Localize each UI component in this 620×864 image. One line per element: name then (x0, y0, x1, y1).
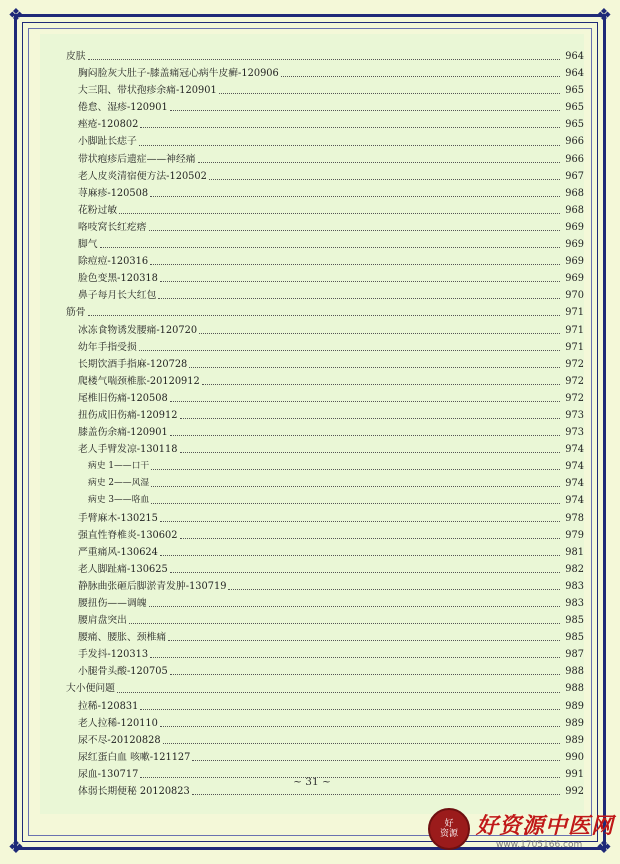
toc-leader-dots (170, 401, 561, 402)
toc-entry-label: 腰扭伤——调魄 (66, 595, 149, 612)
toc-entry[interactable] (66, 287, 584, 304)
toc-entry-page: 982 (565, 563, 584, 575)
toc-leader-dots (150, 657, 560, 658)
toc-entry[interactable] (66, 595, 584, 612)
toc-entry[interactable] (66, 663, 584, 680)
toc-entry-label: 腰痛、腰胀、颈椎痛 (66, 629, 168, 646)
toc-entry-label: 爬楼气喘颈椎胀-20120912 (66, 373, 202, 390)
toc-entry-page: 974 (565, 478, 584, 490)
toc-entry-label: 强直性脊椎炎-130602 (66, 527, 180, 544)
toc-entry[interactable] (66, 578, 584, 595)
toc-entry-label: 尾椎旧伤痛-120508 (66, 390, 170, 407)
toc-leader-dots (149, 230, 561, 231)
toc-entry-page: 989 (565, 734, 584, 746)
toc-entry-page: 964 (565, 68, 584, 80)
toc-entry-label: 膝盖伤余痛-120901 (66, 424, 170, 441)
toc-entry[interactable] (66, 629, 584, 646)
toc-entry[interactable] (66, 65, 584, 82)
toc-leader-dots (170, 110, 561, 111)
toc-entry-label: 手发抖-120313 (66, 646, 150, 663)
toc-entry-page: 972 (565, 375, 584, 387)
toc-leader-dots (151, 469, 560, 470)
toc-entry-label: 咯吱窝长红疙瘩 (66, 219, 149, 236)
toc-entry-label: 筋骨 (66, 304, 88, 321)
toc-entry[interactable] (66, 732, 584, 749)
toc-entry-label: 花粉过敏 (66, 202, 119, 219)
toc-entry[interactable] (66, 253, 584, 270)
toc-entry[interactable] (66, 715, 584, 732)
toc-entry-label: 拉稀-120831 (66, 698, 140, 715)
toc-entry-page: 966 (565, 136, 584, 148)
toc-entry-page: 965 (565, 85, 584, 97)
toc-section-entry[interactable] (66, 48, 584, 65)
toc-leader-dots (170, 674, 561, 675)
toc-entry-label: 胸闷脸灰大肚子-膝盖痛冠心病牛皮癣-120906 (66, 65, 281, 82)
toc-entry-label: 带状疱疹后遗症——神经痛 (66, 151, 198, 168)
toc-section-entry[interactable] (66, 304, 584, 321)
toc-entry-label: 老人皮炎清宿便方法-120502 (66, 168, 209, 185)
table-of-contents (66, 48, 584, 800)
toc-entry[interactable] (66, 339, 584, 356)
toc-entry-page: 974 (565, 461, 584, 473)
toc-entry[interactable] (66, 458, 584, 475)
toc-entry[interactable] (66, 544, 584, 561)
toc-entry-page: 972 (565, 358, 584, 370)
toc-leader-dots (139, 350, 561, 351)
toc-entry[interactable] (66, 236, 584, 253)
toc-leader-dots (140, 709, 560, 710)
toc-entry-label: 倦怠、湿疹-120901 (66, 99, 170, 116)
toc-entry[interactable] (66, 99, 584, 116)
toc-leader-dots (160, 555, 560, 556)
toc-entry-label: 鼻子每月长大红包 (66, 287, 158, 304)
toc-entry-page: 990 (565, 751, 584, 763)
toc-leader-dots (192, 760, 560, 761)
toc-entry-label: 老人脚趾痛-130625 (66, 561, 170, 578)
toc-entry-label: 病史 1——口干 (66, 458, 151, 475)
toc-entry[interactable] (66, 322, 584, 339)
toc-entry-label: 体弱长期便秘 20120823 (66, 783, 192, 800)
toc-leader-dots (88, 59, 561, 60)
toc-entry[interactable] (66, 151, 584, 168)
toc-section-entry[interactable] (66, 680, 584, 697)
toc-entry-label: 老人拉稀-120110 (66, 715, 160, 732)
toc-entry[interactable] (66, 475, 584, 492)
toc-leader-dots (158, 298, 560, 299)
toc-entry[interactable] (66, 356, 584, 373)
toc-leader-dots (180, 418, 561, 419)
toc-entry-page: 973 (565, 409, 584, 421)
toc-entry-page: 987 (565, 649, 584, 661)
corner-ornament-icon: ❖ (595, 837, 613, 858)
toc-entry-page: 968 (565, 187, 584, 199)
toc-entry[interactable] (66, 527, 584, 544)
toc-entry[interactable] (66, 202, 584, 219)
toc-entry-label: 大小便问题 (66, 680, 117, 697)
toc-entry[interactable] (66, 185, 584, 202)
watermark-title: 好资源中医网 (476, 813, 615, 839)
corner-ornament-icon: ❖ (7, 837, 25, 858)
toc-leader-dots (189, 367, 560, 368)
watermark-seal-icon: 好 资源 (428, 808, 470, 850)
toc-entry-page: 974 (565, 444, 584, 456)
toc-entry-label: 尿不尽-20120828 (66, 732, 163, 749)
toc-entry-page: 968 (565, 204, 584, 216)
toc-entry-label: 冰冻食物诱发腰痛-120720 (66, 322, 199, 339)
watermark-url: www.1705166.com (496, 839, 583, 850)
toc-leader-dots (168, 640, 560, 641)
toc-leader-dots (180, 538, 561, 539)
toc-entry-page: 971 (565, 324, 584, 336)
toc-entry-page: 964 (565, 51, 584, 62)
toc-leader-dots (163, 743, 561, 744)
toc-entry-page: 988 (565, 666, 584, 678)
toc-entry-page: 983 (565, 580, 584, 592)
toc-entry-page: 967 (565, 170, 584, 182)
toc-leader-dots (151, 503, 560, 504)
toc-entry-label: 脸色变黑-120318 (66, 270, 160, 287)
toc-entry[interactable] (66, 561, 584, 578)
toc-entry-page: 965 (565, 102, 584, 114)
toc-entry-page: 992 (565, 786, 584, 798)
corner-ornament-icon: ❖ (595, 5, 613, 26)
corner-ornament-icon: ❖ (7, 5, 25, 26)
toc-entry[interactable] (66, 270, 584, 287)
toc-entry-label: 幼年手指受损 (66, 339, 139, 356)
toc-entry[interactable] (66, 168, 584, 185)
toc-entry-label: 脚气 (66, 236, 100, 253)
toc-entry-label: 病史 3——咯血 (66, 492, 151, 509)
toc-entry-label: 荨麻疹-120508 (66, 185, 150, 202)
toc-leader-dots (198, 162, 561, 163)
toc-entry-label: 尿血-130717 (66, 766, 140, 783)
toc-entry-page: 978 (565, 512, 584, 524)
toc-leader-dots (192, 794, 561, 795)
toc-entry-page: 973 (565, 427, 584, 439)
toc-entry-label: 小脚趾长痣子 (66, 133, 139, 150)
toc-leader-dots (100, 247, 561, 248)
toc-entry-page: 965 (565, 119, 584, 131)
toc-leader-dots (150, 196, 560, 197)
toc-leader-dots (160, 521, 560, 522)
toc-leader-dots (170, 435, 561, 436)
toc-entry-page: 983 (565, 598, 584, 609)
toc-entry-label: 扭伤成旧伤痛-120912 (66, 407, 180, 424)
toc-leader-dots (160, 726, 560, 727)
toc-entry[interactable] (66, 510, 584, 527)
toc-entry[interactable] (66, 646, 584, 663)
toc-leader-dots (209, 179, 560, 180)
toc-entry-page: 974 (565, 495, 584, 507)
toc-entry[interactable] (66, 219, 584, 236)
toc-leader-dots (202, 384, 561, 385)
toc-entry-page: 985 (565, 632, 584, 644)
toc-entry[interactable] (66, 373, 584, 390)
toc-entry-page: 985 (565, 615, 584, 627)
toc-entry-label: 皮肤 (66, 48, 88, 65)
toc-leader-dots (160, 281, 560, 282)
toc-entry-label: 痤疮-120802 (66, 116, 140, 133)
toc-leader-dots (140, 127, 560, 128)
toc-leader-dots (139, 145, 561, 146)
toc-entry-label: 除痘痘-120316 (66, 253, 150, 270)
toc-leader-dots (151, 486, 560, 487)
toc-leader-dots (119, 213, 560, 214)
toc-entry[interactable] (66, 82, 584, 99)
toc-leader-dots (199, 333, 560, 334)
toc-entry-page: 969 (565, 239, 584, 251)
toc-entry-label: 严重痛风-130624 (66, 544, 160, 561)
toc-entry-page: 989 (565, 717, 584, 729)
toc-leader-dots (281, 76, 561, 77)
toc-entry-label: 大三阳、带状孢疹余痛-120901 (66, 82, 219, 99)
toc-entry-page: 979 (565, 529, 584, 541)
toc-leader-dots (180, 452, 561, 453)
toc-entry-page: 969 (565, 221, 584, 233)
toc-leader-dots (150, 264, 560, 265)
toc-entry-page: 989 (565, 700, 584, 712)
toc-entry[interactable] (66, 424, 584, 441)
toc-entry[interactable] (66, 749, 584, 766)
toc-entry-page: 971 (565, 341, 584, 353)
toc-entry-page: 970 (565, 290, 584, 302)
document-page (40, 34, 584, 814)
toc-entry[interactable] (66, 492, 584, 509)
toc-entry-label: 老人手臂发凉-130118 (66, 441, 180, 458)
page-number: ~ 31 ~ (293, 776, 331, 788)
toc-leader-dots (117, 692, 560, 693)
toc-entry[interactable] (66, 116, 584, 133)
toc-entry-page: 969 (565, 256, 584, 268)
toc-entry[interactable] (66, 133, 584, 150)
toc-entry[interactable] (66, 407, 584, 424)
toc-entry-page: 971 (565, 307, 584, 319)
toc-entry[interactable] (66, 612, 584, 629)
toc-leader-dots (219, 93, 561, 94)
toc-entry[interactable] (66, 698, 584, 715)
toc-entry-label: 腰肩盘突出 (66, 612, 129, 629)
toc-entry[interactable] (66, 441, 584, 458)
toc-leader-dots (88, 315, 561, 316)
toc-leader-dots (170, 572, 561, 573)
watermark (428, 808, 614, 850)
toc-entry-page: 981 (565, 546, 584, 558)
toc-entry[interactable] (66, 390, 584, 407)
toc-entry-page: 991 (565, 768, 584, 780)
toc-leader-dots (149, 606, 561, 607)
toc-entry-label: 静脉曲张砸后脚淤青发肿-130719 (66, 578, 228, 595)
toc-entry-page: 966 (565, 153, 584, 165)
toc-entry-page: 969 (565, 273, 584, 285)
toc-entry-label: 病史 2——风湿 (66, 475, 151, 492)
toc-entry-label: 小腿骨头酸-120705 (66, 663, 170, 680)
toc-entry-page: 972 (565, 392, 584, 404)
toc-entry-label: 手臂麻木-130215 (66, 510, 160, 527)
toc-entry-label: 尿红蛋白血 咳嗽-121127 (66, 749, 192, 766)
toc-leader-dots (228, 589, 560, 590)
toc-entry-label: 长期饮酒手指麻-120728 (66, 356, 189, 373)
toc-leader-dots (129, 623, 560, 624)
toc-entry-page: 988 (565, 683, 584, 695)
